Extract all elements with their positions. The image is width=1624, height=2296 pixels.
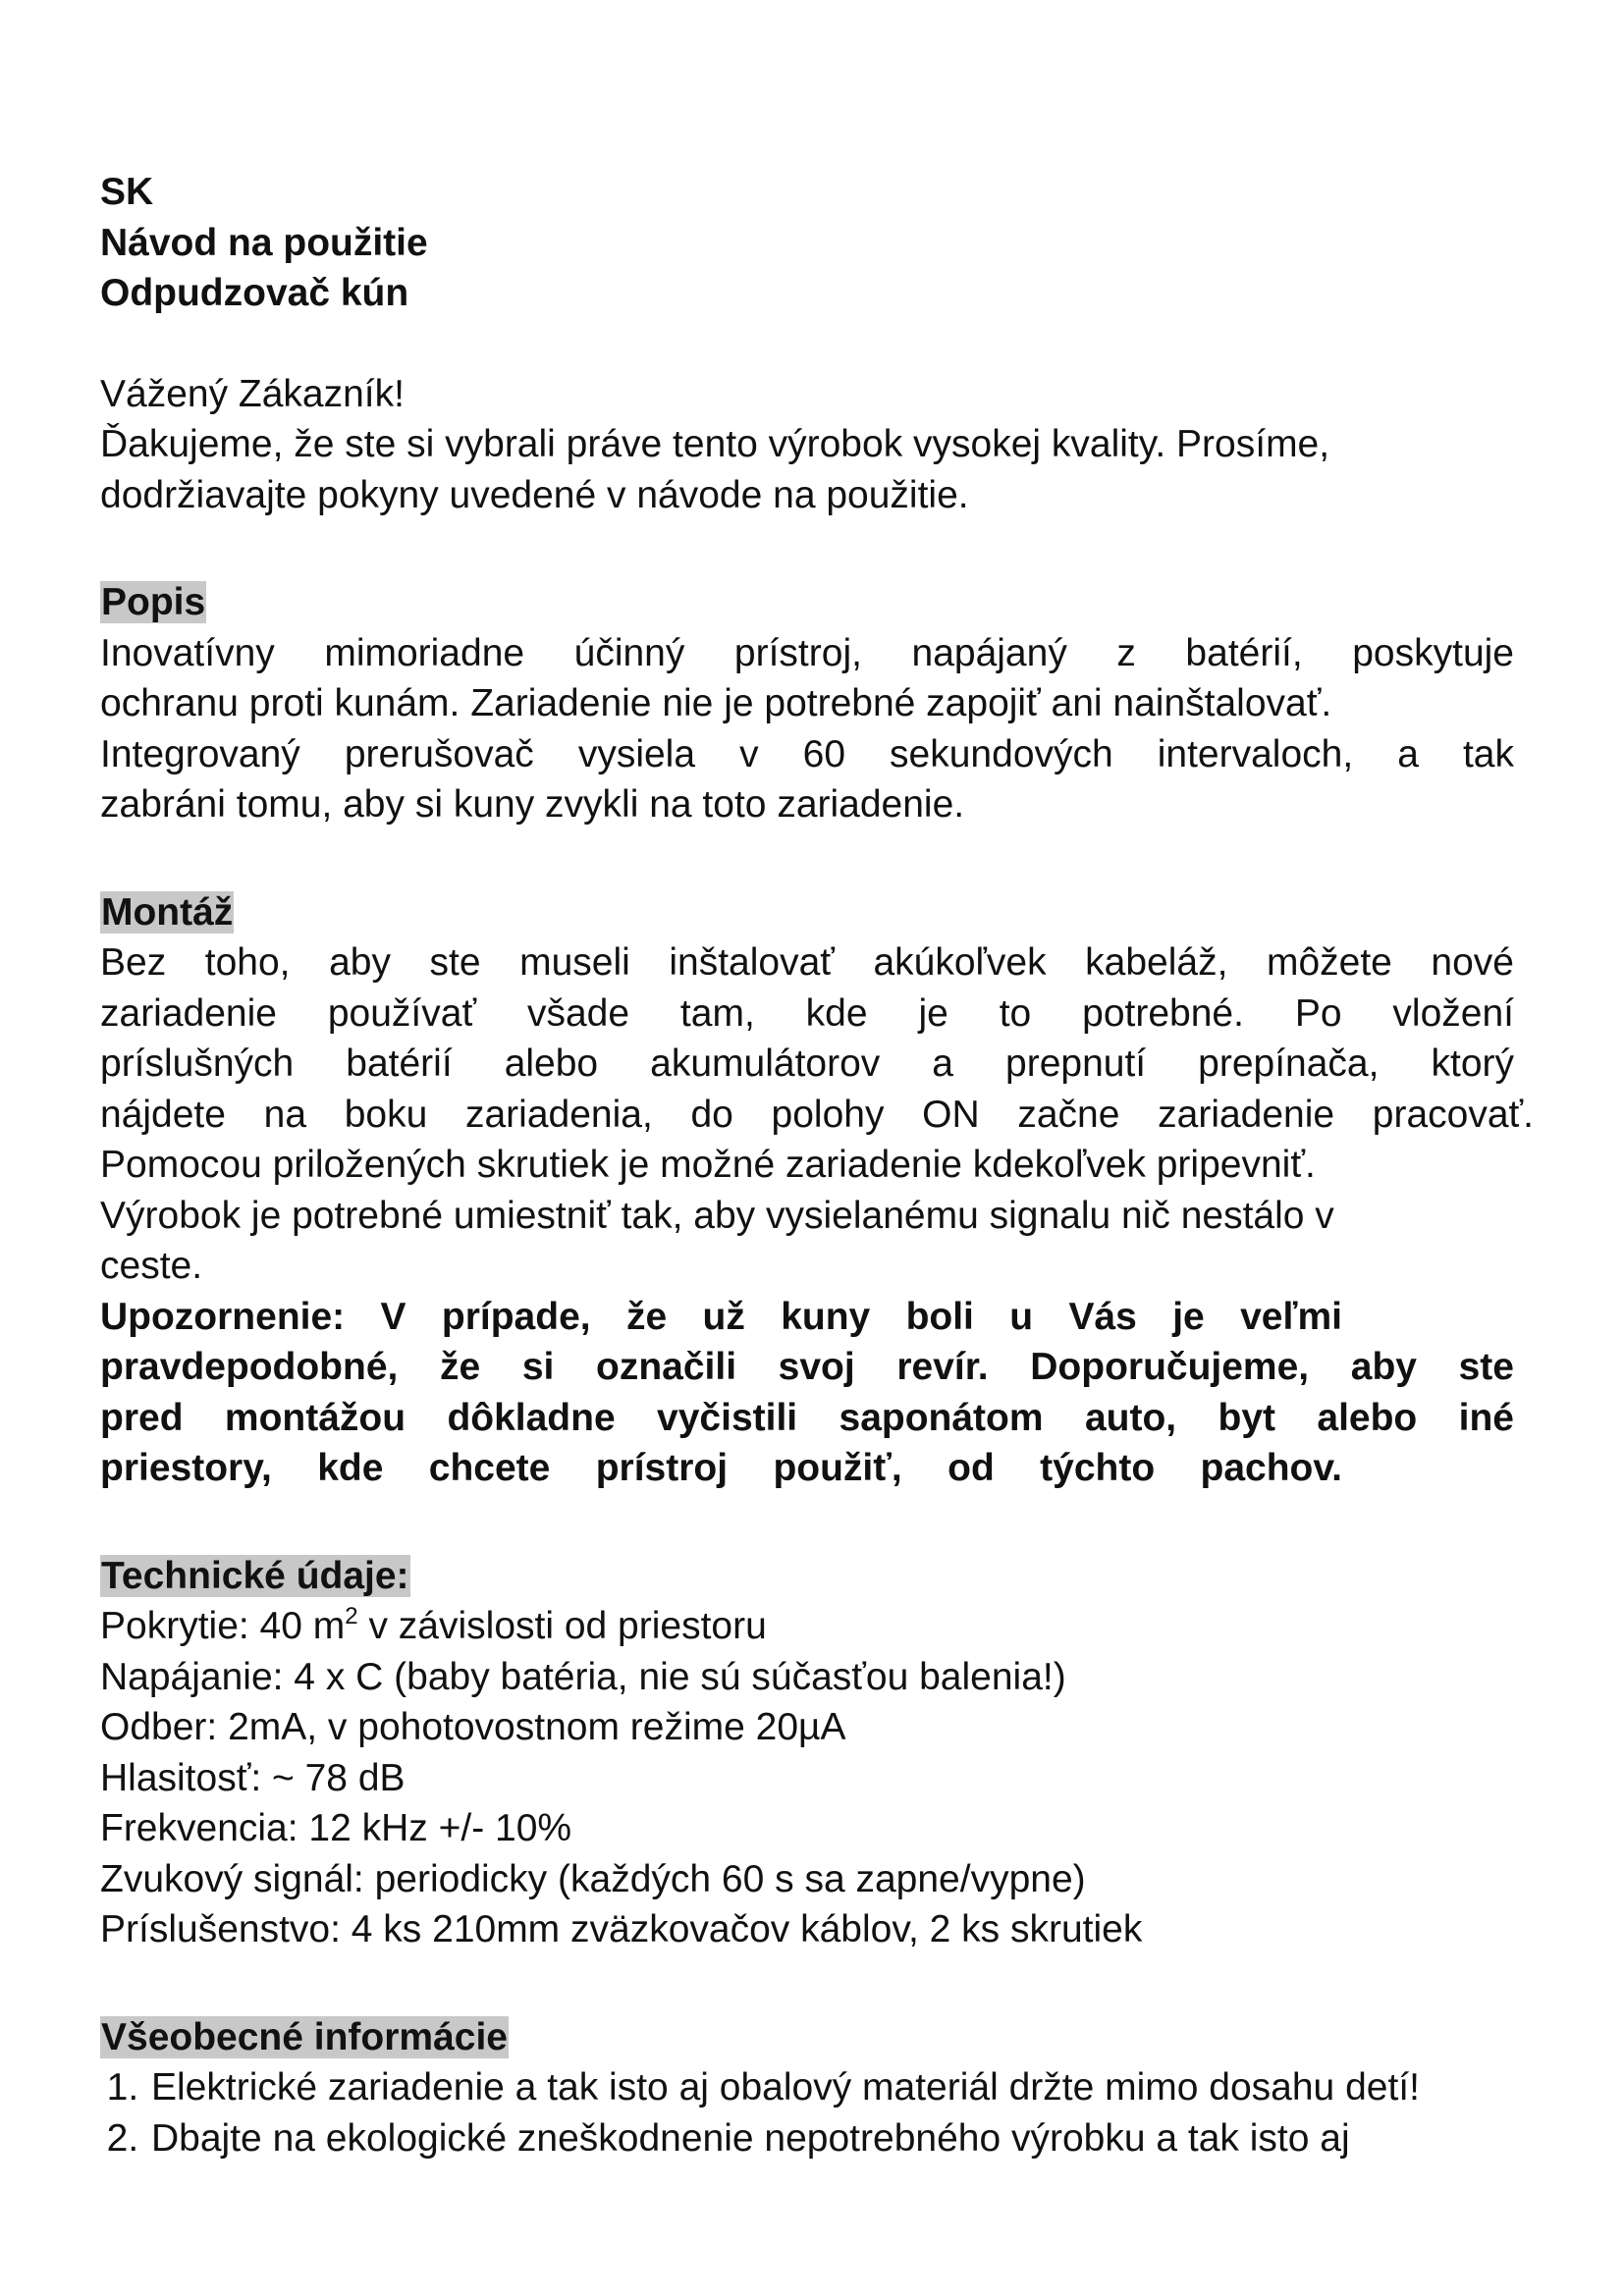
montaz-line-1: Bez toho, aby ste museli inštalovať akúkoľvek kabeláž, môžete nové (100, 941, 1514, 984)
spec-power: Napájanie: 4 x C (baby batéria, nie sú súčasťou balenia!) (100, 1655, 1066, 1698)
popis-line-2: ochranu proti kunám. Zariadenie nie je potrebné zapojiť ani nainštalovať. (100, 682, 1332, 724)
section-heading-montaz: Montáž (101, 890, 234, 934)
section-heading-popis: Popis (101, 581, 206, 623)
montaz-line-3: príslušných batérií alebo akumulátorov a prepnutí prepínača, ktorý (100, 1042, 1514, 1085)
popis-line-1: Inovatívny mimoriadne účinný prístroj, napájaný z batérií, poskytuje (100, 631, 1514, 674)
section-heading-general: Všeobecné informácie (101, 2015, 508, 2058)
spec-frequency: Frekvencia: 12 kHz +/- 10% (100, 1807, 572, 1849)
document-title: Návod na použitie (100, 221, 428, 264)
section-popis (100, 628, 1514, 830)
intro-line-2: dodržiavajte pokyny uvedené v návode na použitie. (100, 473, 969, 516)
general-info-list (100, 2062, 1563, 2163)
spec-accessories: Príslušenstvo: 4 ks 210mm zväzkovačov káblov, 2 ks skrutiek (100, 1908, 1143, 1950)
warning-line-1: Upozornenie: V prípade, že už kuny boli u Vás je veľmi (100, 1295, 1342, 1338)
section-technical (100, 1601, 1514, 1955)
spec-loudness: Hlasitosť: ~ 78 dB (100, 1756, 406, 1799)
montaz-line-5: Pomocou priložených skrutiek je možné zariadenie kdekoľvek pripevniť. (100, 1144, 1316, 1186)
spec-consumption: Odber: 2mA, v pohotovostnom režime 20µA (100, 1706, 846, 1748)
spec-signal: Zvukový signál: periodicky (každých 60 s sa zapne/vypne) (100, 1857, 1086, 1900)
warning-line-4: priestory, kde chcete prístroj použiť, od týchto pachov. (100, 1447, 1342, 1489)
warning-line-2: pravdepodobné, že si označili svoj revír. Doporučujeme, aby ste (100, 1346, 1514, 1388)
popis-line-4: zabráni tomu, aby si kuny zvykli na toto zariadenie. (100, 783, 965, 826)
popis-line-3: Integrovaný prerušovač vysiela v 60 sekundových intervaloch, a tak (100, 732, 1514, 775)
section-montaz (100, 937, 1534, 1494)
warning-line-3: pred montážou dôkladne vyčistili saponátom auto, byt alebo iné (100, 1396, 1514, 1439)
spec-coverage: Pokrytie: 40 $m^2$ v závislosti od priestoru (100, 1603, 767, 1647)
list-item: 1. Elektrické zariadenie a tak isto aj obalový materiál držte mimo dosahu detí! (149, 2062, 1506, 2113)
document-page (100, 167, 1534, 2163)
language-code: SK (100, 171, 154, 213)
greeting: Vážený Zákazník! (100, 372, 405, 415)
montaz-line-2: zariadenie používať všade tam, kde je to potrebné. Po vložení (100, 991, 1514, 1035)
list-item: 2. Dbajte na ekologické zneškodnenie nepotrebného výrobku a tak isto aj (149, 2113, 1563, 2164)
product-name: Odpudzovač kún (100, 272, 409, 314)
montaz-line-4: nájdete na boku zariadenia, do polohy ON začne zariadenie pracovať. (100, 1093, 1534, 1136)
montaz-line-6: Výrobok je potrebné umiestniť tak, aby vysielanému signalu nič nestálo v (100, 1194, 1334, 1237)
montaz-line-7: ceste. (100, 1245, 203, 1287)
section-heading-technical: Technické údaje: (101, 1554, 409, 1597)
intro-line-1: Ďakujeme, že ste si vybrali práve tento výrobok vysokej kvality. Prosíme, (100, 423, 1330, 465)
